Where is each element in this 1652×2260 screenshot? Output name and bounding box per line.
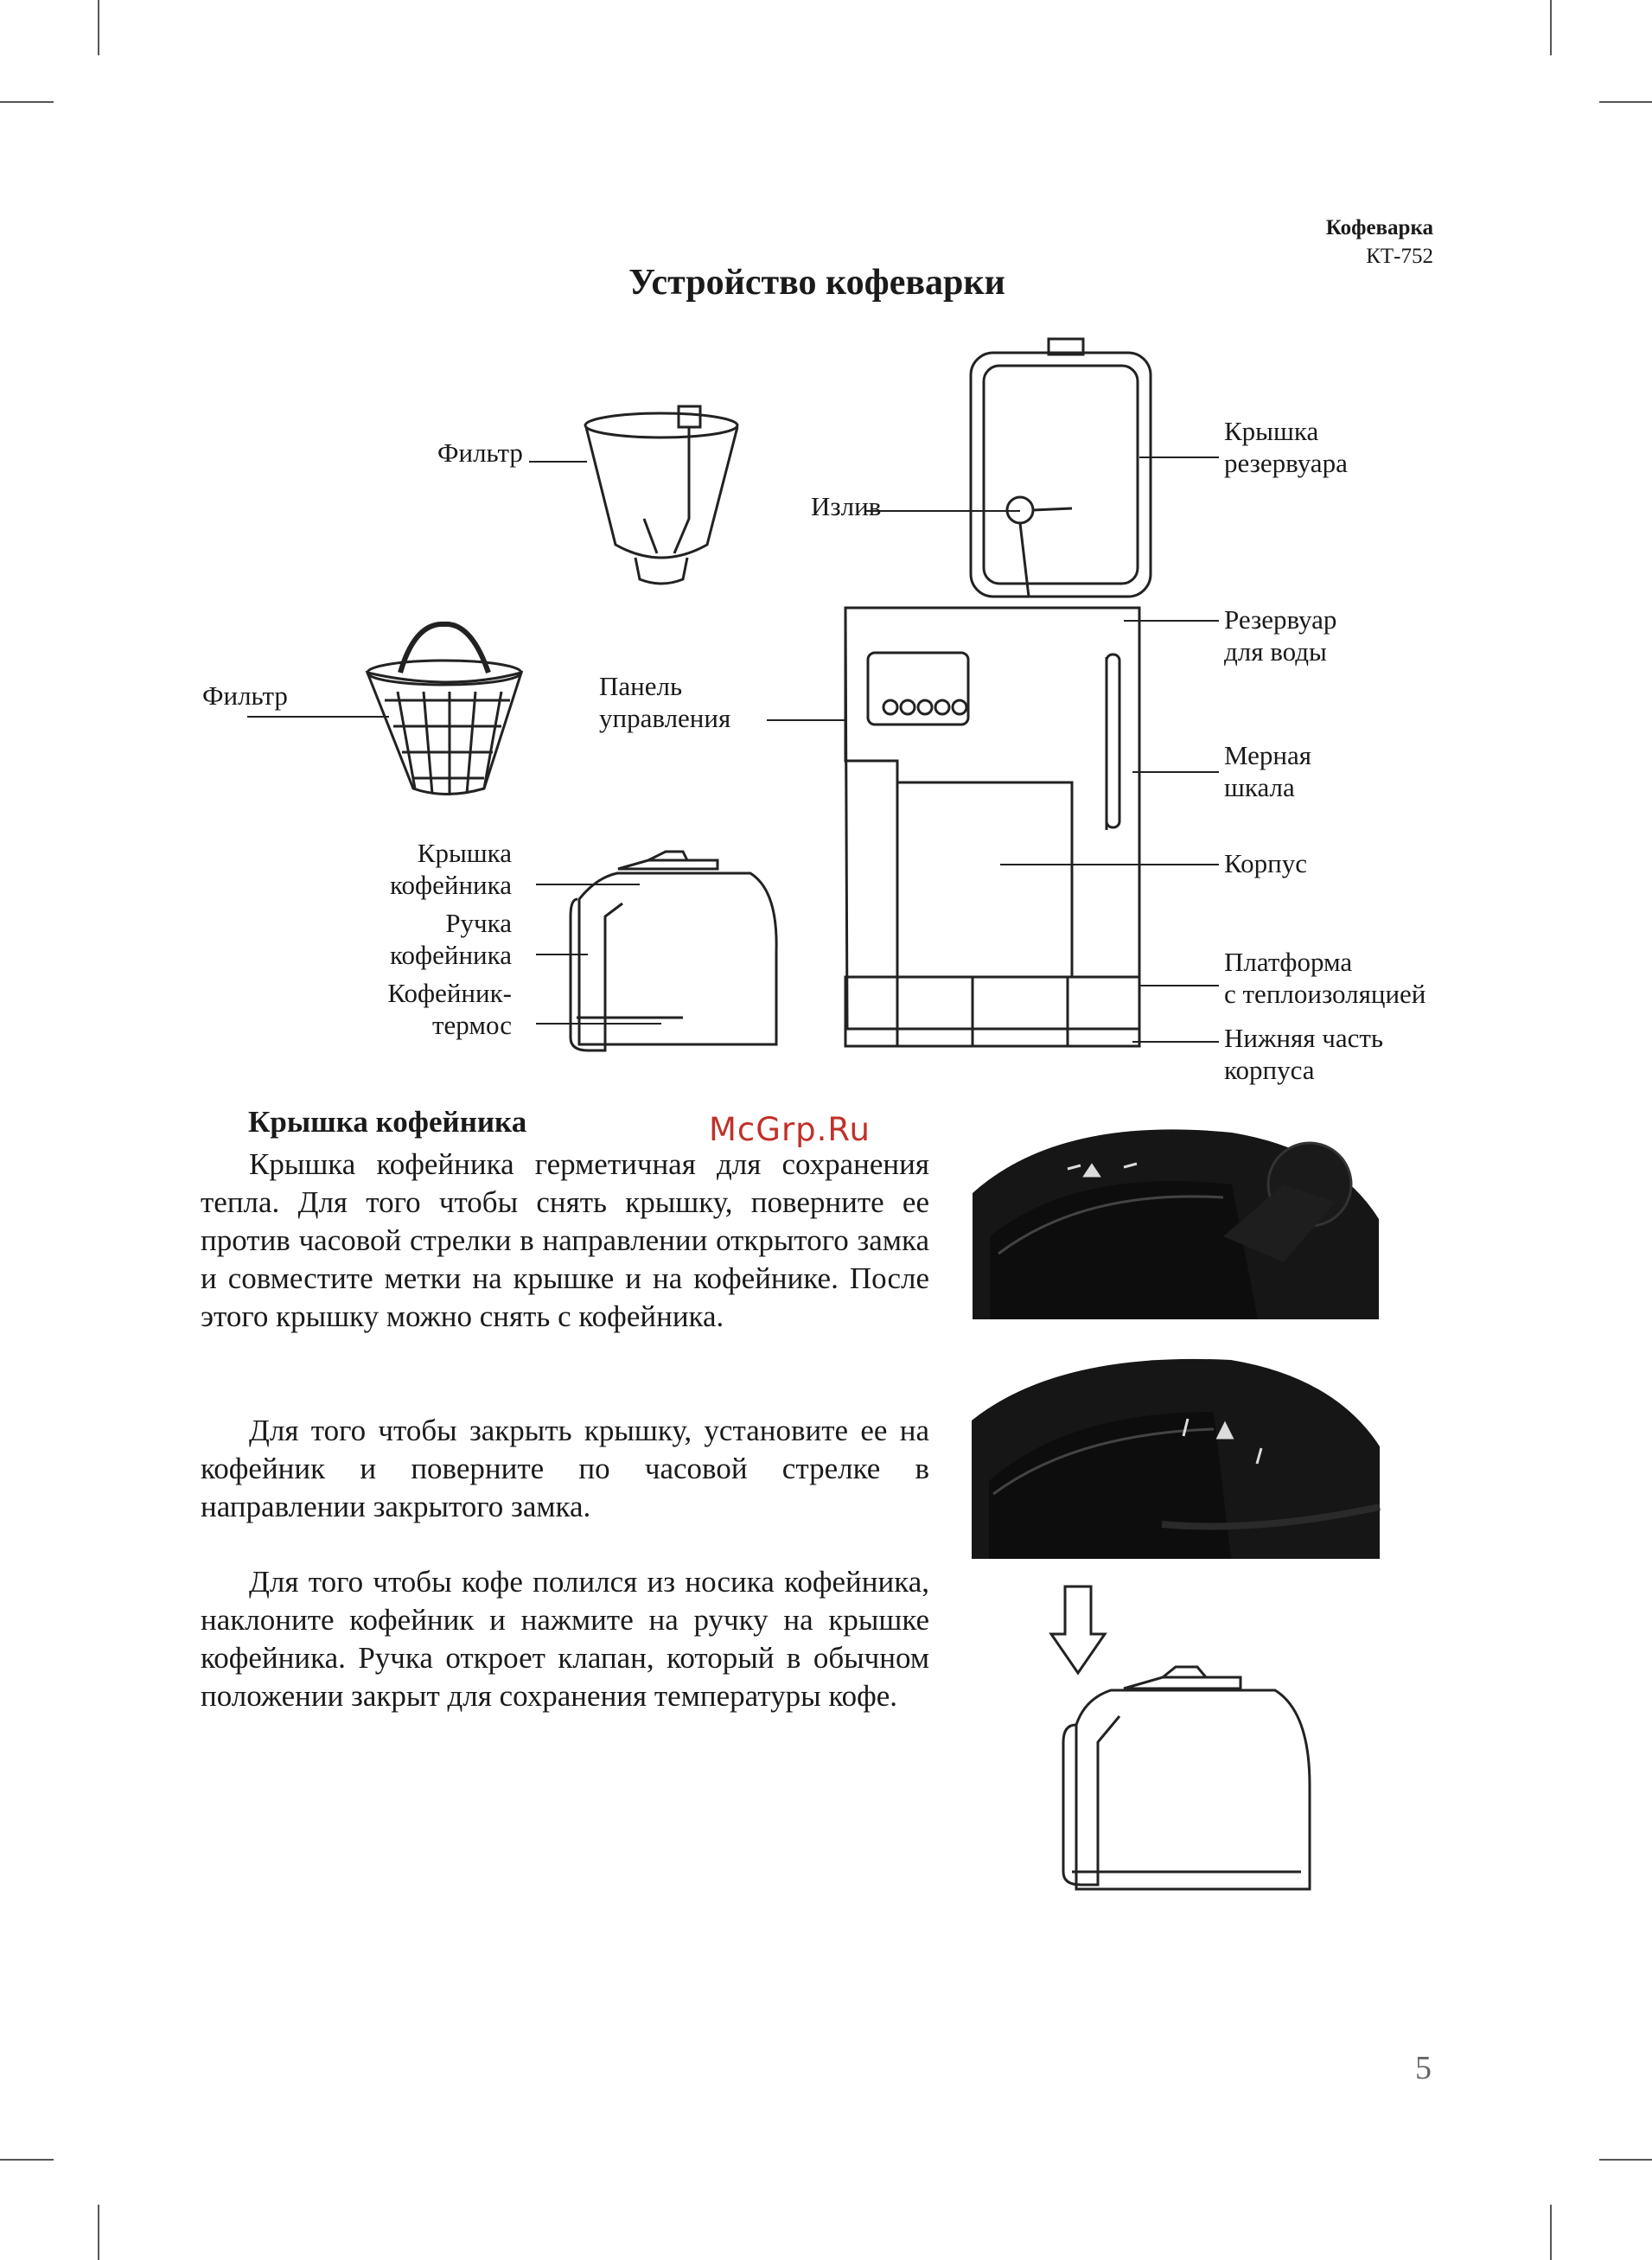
section-title: Крышка кофейника (248, 1105, 527, 1139)
label-line: Мерная (1224, 740, 1312, 770)
label-line: кофейника (390, 870, 512, 900)
label-carafe-handle (363, 907, 512, 971)
crop-mark (98, 2205, 99, 2260)
label-bottom (1224, 1022, 1383, 1086)
label-line: кофейника (390, 940, 512, 970)
carafe-drawing (1059, 1664, 1318, 1898)
crop-mark (1599, 2159, 1652, 2161)
label-line: управления (599, 703, 731, 733)
label-line: резервуара (1224, 448, 1348, 478)
page-title: Устройство кофеварки (628, 263, 1005, 303)
label-line: Резервуар (1224, 604, 1337, 635)
label-line: Кофейник- (387, 978, 512, 1008)
label-line: шкала (1224, 772, 1295, 802)
label-line: Ручка (445, 908, 512, 938)
label-line: Панель (599, 671, 683, 701)
coffee-maker-illustration (845, 339, 1151, 1046)
carafe-illustration (571, 852, 776, 1050)
cone-filter-illustration (585, 406, 737, 584)
label-line: для воды (1224, 636, 1327, 667)
label-filter-cone: Фильтр (437, 437, 523, 468)
label-filter-basket: Фильтр (202, 680, 288, 711)
label-line: Нижняя часть (1224, 1023, 1384, 1053)
label-platform (1224, 946, 1426, 1010)
crop-mark (1550, 2205, 1552, 2260)
label-line: корпуса (1224, 1055, 1315, 1085)
lid-closed-photo (972, 1351, 1380, 1559)
page-number: 5 (1415, 2050, 1432, 2086)
label-line: Крышка (1224, 416, 1319, 446)
paragraph-pour-coffee: Для того чтобы кофе полился из носика кофейника, наклоните кофейник и нажмите на ручку на крышке кофейника. Ручка откроет клапан, который в обычном положении закрыт для сохранения температуры кофе. (201, 1565, 929, 1713)
down-arrow-icon (1048, 1582, 1108, 1677)
lid-open-photo (973, 1115, 1379, 1319)
crop-mark (0, 2159, 54, 2161)
header-product: Кофеварка (1325, 216, 1433, 239)
label-scale (1224, 739, 1311, 803)
label-water-tank (1224, 603, 1336, 667)
label-line: Платформа (1224, 947, 1353, 977)
label-carafe-thermos (346, 977, 512, 1041)
paragraph-remove-lid: Крышка кофейника герметичная для сохранения тепла. Для того чтобы снять крышку, поверните ее против часовой стрелки в направлении открытого замка и совместите метки на крышке и на кофейнике. После этого крышку можно снять с кофейника. (201, 1147, 929, 1333)
label-body: Корпус (1224, 848, 1307, 878)
header-model: КТ-752 (1366, 245, 1433, 268)
label-line: термос (432, 1010, 512, 1040)
label-line: с теплоизоляцией (1224, 979, 1426, 1009)
label-tank-lid (1224, 415, 1348, 479)
label-line: Крышка (417, 838, 512, 868)
label-carafe-lid (363, 837, 512, 901)
label-spout: Излив (811, 491, 882, 521)
basket-filter-illustration (367, 624, 521, 795)
label-control-panel (599, 670, 730, 734)
watermark: McGrp.Ru (709, 1111, 871, 1148)
paragraph-close-lid: Для того чтобы закрыть крышку, установите ее на кофейник и поверните по часовой стрелке в направлении закрытого замка. (201, 1414, 929, 1523)
